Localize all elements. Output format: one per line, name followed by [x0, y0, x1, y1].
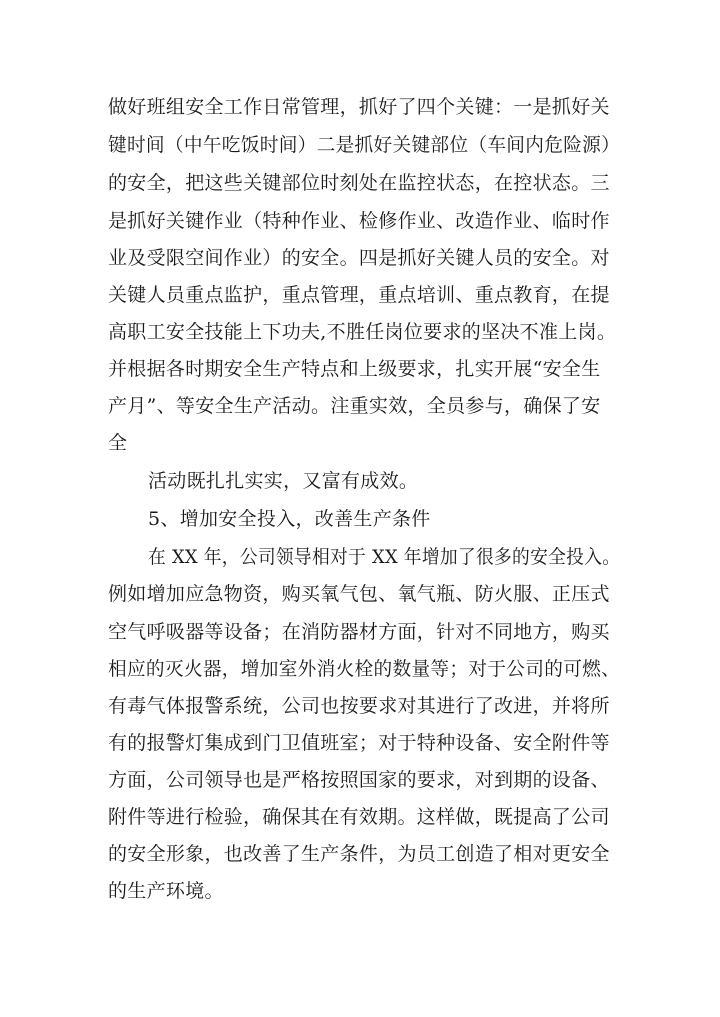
paragraph-line: 关键人员重点监护，重点管理，重点培训、重点教育，在提 — [108, 284, 610, 306]
paragraph-line: 做好班组安全工作日常管理，抓好了四个关键：一是抓好关 — [108, 96, 610, 118]
paragraph-line: 有的报警灯集成到门卫值班室；对于特种设备、安全附件等 — [108, 732, 610, 754]
paragraph-line: 例如增加应急物资，购买氧气包、氧气瓶、防火服、正压式 — [108, 583, 610, 605]
paragraph-line: 并根据各时期安全生产特点和上级要求，扎实开展“安全生 — [108, 358, 601, 380]
paragraph-line: 附件等进行检验，确保其在有效期。这样做，既提高了公司 — [108, 806, 610, 828]
paragraph-line: 在 XX 年，公司领导相对于 XX 年增加了很多的安全投入。 — [148, 546, 621, 568]
paragraph-line: 产月”、等安全生产活动。注重实效，全员参与，确保了安 — [108, 395, 601, 417]
section-heading: 5、增加安全投入，改善生产条件 — [148, 508, 431, 530]
paragraph-line: 有毒气体报警系统，公司也按要求对其进行了改进，并将所 — [108, 695, 610, 717]
paragraph-line: 全 — [108, 432, 128, 454]
paragraph-line: 是抓好关键作业（特种作业、检修作业、改造作业、临时作 — [108, 210, 610, 232]
paragraph-line: 活动既扎扎实实，又富有成效。 — [148, 470, 419, 492]
paragraph-line: 方面，公司领导也是严格按照国家的要求，对到期的设备、 — [108, 769, 610, 791]
paragraph-line: 的生产环境。 — [108, 880, 224, 902]
paragraph-line: 业及受限空间作业）的安全。四是抓好关键人员的安全。对 — [108, 247, 610, 269]
paragraph-line: 键时间（中午吃饭时间）二是抓好关键部位（车间内危险源） — [108, 134, 621, 156]
paragraph-line: 的安全形象，也改善了生产条件，为员工创造了相对更安全 — [108, 843, 610, 865]
paragraph-line: 空气呼吸器等设备；在消防器材方面，针对不同地方，购买 — [108, 621, 610, 643]
paragraph-line: 的安全，把这些关键部位时刻处在监控状态，在控状态。三 — [108, 172, 610, 194]
paragraph-line: 相应的灭火器，增加室外消火栓的数量等；对于公司的可燃、 — [108, 658, 621, 680]
paragraph-line: 高职工安全技能上下功夫,不胜任岗位要求的坚决不准上岗。 — [108, 321, 617, 343]
